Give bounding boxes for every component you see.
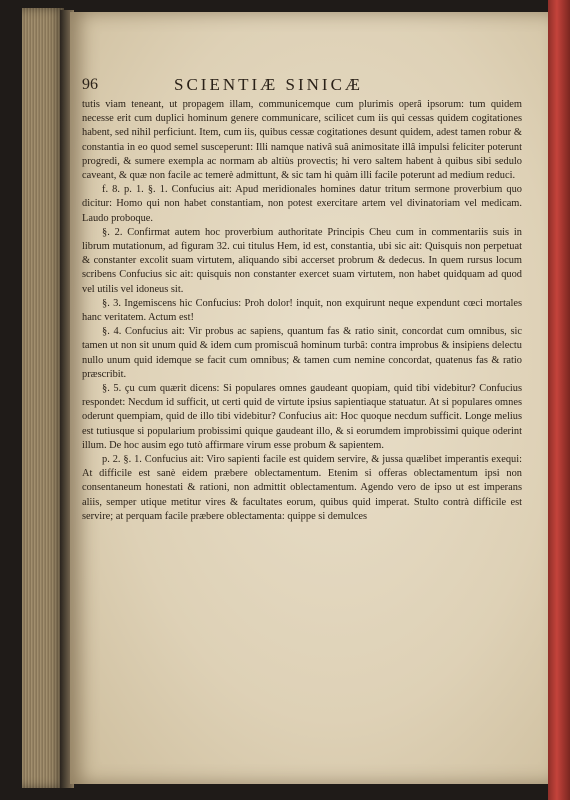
paragraph-f8-s1: f. 8. p. 1. §. 1. Confucius ait: Apud meridionales homines datur tritum sermone proverbium quo dicitur: Homo qui non habet constantiam, non potest exercitare artem vel divinatoriam vel medicam. Laudo proboque. [82,184,522,224]
page-header [82,76,522,98]
page-body [82,98,522,524]
page-edges [22,8,64,788]
paragraph-s4: §. 4. Confucius ait: Vir probus ac sapiens, quantum fas & ratio sinit, concordat cum omnibus, sic tamen ut non sit unum quid & idem cum promiscuâ hominum turbâ: contra improbus & insipiens delectu nullo unum quid idemque se facit cum omnibus; & tamen cum nemine concordat, quatenus fas & ratio præscribit. [82,326,522,380]
paragraph-s3: §. 3. Ingemiscens hic Confucius: Proh dolor! inquit, non exquirunt neque expendunt cœci mortales hanc veritatem. Actum est! [82,297,522,324]
page-number: 96 [82,76,98,93]
paragraph-s2: §. 2. Confirmat autem hoc proverbium authoritate Principis Cheu cum in commentariis suis in librum mutationum, ad figuram 32. cui titulus Hem, id est, constantia, ubi sic ait: Quisquis non perpetuat & constanter excolit suam virtutem, aliquando sibi accerset probrum & dedecus. In quem rursus locum scribens Confucius sic ait: quisquis non constanter exercet suam virtutem, non habet quidquam ad quod vel utilis vel idoneus sit. [82,226,522,295]
running-title: SCIENTIÆ SINICÆ [174,75,364,94]
facing-page-edge [548,0,570,800]
paragraph-continuation: tutis viam teneant, ut propagem illam, communicemque cum plurimis operâ ipsorum: tum quidem necesse erit cum duplici hominum genere communicare, scilicet cum iis qui cessas quidem cogitationes habent, sed nihil perficiunt. Item, cum iis, quibus cessæ cogitationes desunt quidem, adest tamen robur & constantia in eo quod semel susceperunt: Illi namque nativâ suâ animositate illâ impulsi feliciter poterunt progredi, & sumere exempla ac normam ab altiùs provectis; hi vero saltem habent à quibus sibi sedulo caveant, & quæ non facile ac temerè admittunt, & sic tam hi quàm illi facile poterunt ad medium reduci. [82,99,522,182]
paragraph-p2-s1: p. 2. §. 1. Confucius ait: Viro sapienti facile est quidem servire, & jussa quælibet imperantis exequi: At difficile est sanè eidem præbere oblectamentum. Etenim si offeras oblectamentum ipsi non consentaneum honestati & rationi, non admittit oblectamentum. Agendo vero de ipso ut est imperans aliis, semper utique metitur vires & facultates eorum, quibus quid imperat. Stulto contrà difficile est servire; at perquam facile præbere oblectamenta: quippe si demulces [82,454,522,522]
paragraph-s5: §. 5. çu cum quærit dicens: Si populares omnes gaudeant quopiam, quid tibi videbitur? Confucius respondet: Necdum id sufficit, ut certi quid de virtute ipsius sapientiaque statuatur. At si populares omnes oderunt quempiam, quid de illo tibi videbitur? Confucius ait: Hoc quoque necdum sufficit. Longe melius est tutiusque si popularium probissimi quique gaudeant illo, & si eorumdem improbissimi quique oderint illum. De hoc ausim ego tutò affirmare virum esse probum & sapientem. [82,383,522,451]
